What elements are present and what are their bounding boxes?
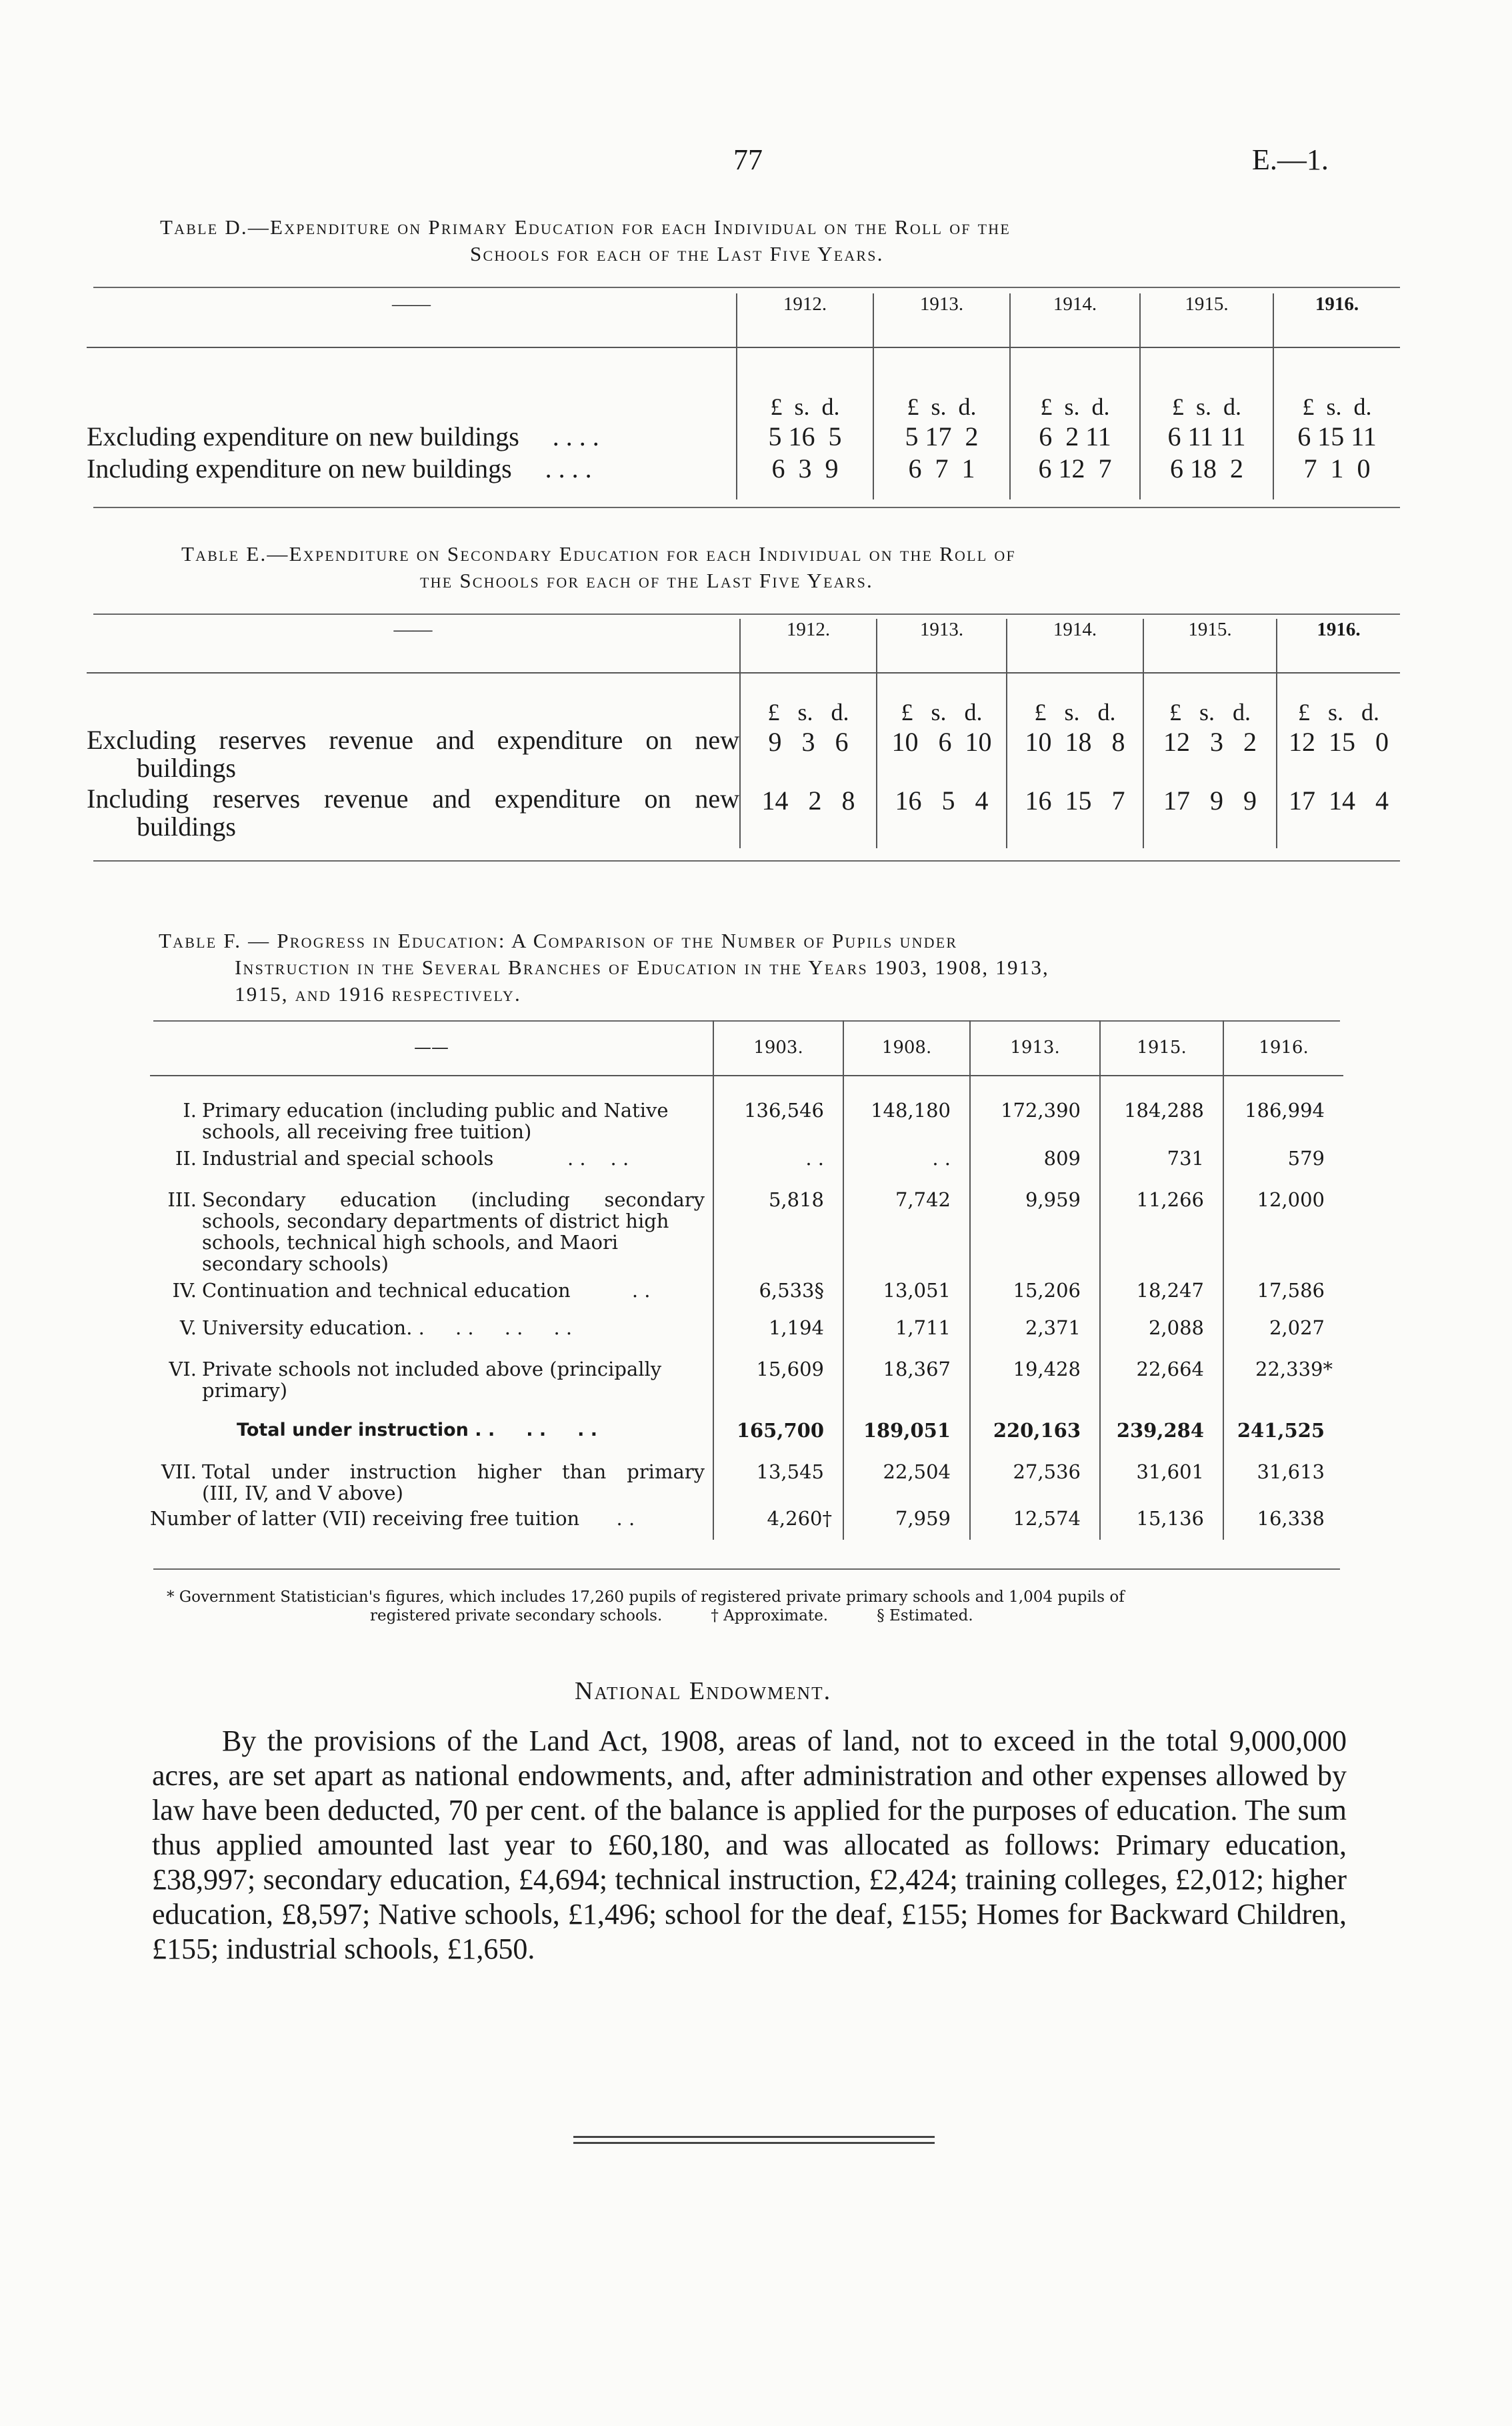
cell-value: 165,700 [713, 1420, 843, 1461]
table-e-year-1916: 1916. [1277, 619, 1400, 673]
table-d-unit: £ s. d. [737, 347, 873, 421]
table-e-header-row [87, 619, 1400, 673]
row-label: Including reserves revenue and expenditure on new buildings [87, 784, 739, 842]
closing-rule [573, 2142, 935, 2144]
table-e-caption-line1: Table E.—Expenditure on Secondary Education for each Individual on the Roll of [181, 542, 1016, 565]
cell-value: 189,051 [843, 1420, 970, 1461]
cell-value: 5 16 5 [737, 421, 873, 453]
cell-value: 19,428 [970, 1358, 1100, 1420]
table-f [150, 1020, 1343, 1540]
table-row [87, 421, 1400, 453]
table-e-year-1912: 1912. [740, 619, 877, 673]
cell-value: . . [843, 1148, 970, 1189]
cell-value: 1,194 [713, 1317, 843, 1358]
row-label: VI. Private schools not included above (principally primary) [169, 1358, 662, 1402]
table-e-units-row [87, 673, 1400, 726]
table-f-header-row [150, 1020, 1343, 1076]
cell-value: 16 5 4 [877, 785, 1007, 848]
cell-value: 13,051 [843, 1280, 970, 1317]
table-f-caption-line3: 1915, and 1916 respectively. [235, 982, 521, 1006]
table-f-footnote-line2: registered private secondary schools. † Approximate. § Estimated. [370, 1607, 973, 1624]
cell-value: 10 6 10 [877, 726, 1007, 785]
cell-value: 731 [1100, 1148, 1223, 1189]
table-row [87, 453, 1400, 499]
cell-value: 186,994 [1223, 1100, 1343, 1148]
cell-value: 13,545 [713, 1461, 843, 1508]
cell-value: 172,390 [970, 1100, 1100, 1148]
cell-value: 2,371 [970, 1317, 1100, 1358]
cell-value: 22,664 [1100, 1358, 1223, 1420]
row-label: V. University education. . . . . . . . [179, 1316, 573, 1339]
cell-value: 239,284 [1100, 1420, 1223, 1461]
table-e-unit: £ s. d. [1277, 673, 1400, 726]
table-d-unit: £ s. d. [1010, 347, 1140, 421]
table-row [150, 1358, 1343, 1420]
table-d-year-1914: 1914. [1010, 293, 1140, 347]
page-number: 77 [733, 143, 763, 176]
cell-value: 22,339* [1223, 1358, 1343, 1420]
row-label: I. Primary education (including public and Native schools, all receiving free tuition) [183, 1099, 669, 1143]
table-d [87, 293, 1400, 499]
cell-value: 12 3 2 [1143, 726, 1277, 785]
cell-value: 14 2 8 [740, 785, 877, 848]
table-row [150, 1508, 1343, 1540]
cell-value: 241,525 [1223, 1420, 1343, 1461]
row-label: Excluding reserves revenue and expenditure on new buildings [87, 725, 739, 783]
cell-value: 5 17 2 [873, 421, 1010, 453]
table-d-caption-line1: Table D.—Expenditure on Primary Education for each Individual on the Roll of the [160, 215, 1011, 239]
table-e-unit: £ s. d. [1007, 673, 1143, 726]
table-f-stub-header: —— [150, 1020, 713, 1076]
table-e-unit: £ s. d. [1143, 673, 1277, 726]
cell-value: 579 [1223, 1148, 1343, 1189]
table-row [150, 1100, 1343, 1148]
table-row [150, 1280, 1343, 1317]
cell-value: 1,711 [843, 1317, 970, 1358]
section-heading: National Endowment. [575, 1677, 832, 1705]
row-label: Including expenditure on new buildings . . . . [87, 453, 592, 483]
cell-value: 12 15 0 [1277, 726, 1400, 785]
table-f-year-1916: 1916. [1223, 1020, 1343, 1076]
table-e-bottom-rule [93, 860, 1400, 862]
cell-value: 809 [970, 1148, 1100, 1189]
cell-value: 4,260† [713, 1508, 843, 1540]
total-label: Total under instruction . . . . . . [237, 1420, 598, 1440]
table-row [150, 1189, 1343, 1280]
table-e-stub-header: —— [87, 619, 740, 673]
row-label: Number of latter (VII) receiving free tuition . . [150, 1507, 635, 1530]
cell-value: 5,818 [713, 1189, 843, 1280]
cell-value: 18,367 [843, 1358, 970, 1420]
table-d-units-row [87, 347, 1400, 421]
table-f-year-1913: 1913. [970, 1020, 1100, 1076]
table-row [150, 1148, 1343, 1189]
table-d-unit: £ s. d. [873, 347, 1010, 421]
cell-value: 7,959 [843, 1508, 970, 1540]
table-d-year-1915: 1915. [1140, 293, 1273, 347]
table-row [150, 1461, 1343, 1508]
table-row [150, 1317, 1343, 1358]
table-row [87, 726, 1400, 785]
table-row-total [150, 1420, 1343, 1461]
cell-value: 16 15 7 [1007, 785, 1143, 848]
body-paragraph: By the provisions of the Land Act, 1908, areas of land, not to exceed in the total 9,000,000 acres, are set apart as national endowments, and, after administration and other expenses allowed by law have been deducted, 70 per cent. of the balance is applied for the purposes of education. The sum thus applied amounted last year to £60,180, and was allocated as follows: Primary education, £38,997; secondary education, £4,694; technical instruction, £2,424; training colleges, £2,012; higher education, £8,597; Native schools, £1,496; school for the deaf, £155; Homes for Backward Children, £155; industrial schools, £1,650. [152, 1724, 1347, 1965]
cell-value: 15,609 [713, 1358, 843, 1420]
cell-value: 2,027 [1223, 1317, 1343, 1358]
table-d-unit: £ s. d. [1140, 347, 1273, 421]
cell-value: 9,959 [970, 1189, 1100, 1280]
cell-value: 6 3 9 [737, 453, 873, 499]
table-d-year-1913: 1913. [873, 293, 1010, 347]
cell-value: 148,180 [843, 1100, 970, 1148]
cell-value: 9 3 6 [740, 726, 877, 785]
cell-value: 22,504 [843, 1461, 970, 1508]
cell-value: 6 2 11 [1010, 421, 1140, 453]
cell-value: 6 12 7 [1010, 453, 1140, 499]
cell-value: 27,536 [970, 1461, 1100, 1508]
table-e-year-1914: 1914. [1007, 619, 1143, 673]
cell-value: 17,586 [1223, 1280, 1343, 1317]
table-row [87, 785, 1400, 848]
row-label: III. Secondary education (including secondary schools, secondary departments of district high schools, technical high schools, and Maori secondary schools) [167, 1188, 705, 1275]
table-d-header-row [87, 293, 1400, 347]
cell-value: 220,163 [970, 1420, 1100, 1461]
cell-value: 7 1 0 [1273, 453, 1400, 499]
cell-value: 12,574 [970, 1508, 1100, 1540]
cell-value: . . [713, 1148, 843, 1189]
table-d-bottom-rule [93, 507, 1400, 508]
table-d-top-rule [93, 287, 1400, 288]
cell-value: 18,247 [1100, 1280, 1223, 1317]
cell-value: 15,206 [970, 1280, 1100, 1317]
table-d-unit: £ s. d. [1273, 347, 1400, 421]
table-f-caption-line2: Instruction in the Several Branches of Education in the Years 1903, 1908, 1913, [235, 956, 1050, 979]
table-f-year-1915: 1915. [1100, 1020, 1223, 1076]
cell-value: 6 15 11 [1273, 421, 1400, 453]
cell-value: 10 18 8 [1007, 726, 1143, 785]
table-d-stub-header: —— [87, 293, 737, 347]
table-f-bottom-rule [153, 1568, 1340, 1570]
cell-value: 12,000 [1223, 1189, 1343, 1280]
row-label: VII. Total under instruction higher than primary (III, IV, and V above) [161, 1460, 705, 1504]
cell-value: 31,601 [1100, 1461, 1223, 1508]
table-e-caption-line2: the Schools for each of the Last Five Years. [420, 569, 874, 592]
cell-value: 17 9 9 [1143, 785, 1277, 848]
table-e-year-1915: 1915. [1143, 619, 1277, 673]
cell-value: 11,266 [1100, 1189, 1223, 1280]
table-e-top-rule [93, 614, 1400, 615]
table-e [87, 619, 1400, 848]
page-reference: E.—1. [1252, 143, 1329, 176]
table-d-caption-line2: Schools for each of the Last Five Years. [470, 242, 884, 265]
row-label: Excluding expenditure on new buildings . . . . [87, 421, 599, 451]
cell-value: 17 14 4 [1277, 785, 1400, 848]
table-e-unit: £ s. d. [877, 673, 1007, 726]
cell-value: 2,088 [1100, 1317, 1223, 1358]
table-f-caption-line1: Table F. — Progress in Education: A Comparison of the Number of Pupils under [159, 929, 958, 952]
cell-value: 6,533§ [713, 1280, 843, 1317]
cell-value: 184,288 [1100, 1100, 1223, 1148]
closing-rule [573, 2136, 935, 2138]
row-label: II. Industrial and special schools . . . . [175, 1147, 629, 1170]
table-d-year-1912: 1912. [737, 293, 873, 347]
table-d-year-1916: 1916. [1273, 293, 1400, 347]
table-e-unit: £ s. d. [740, 673, 877, 726]
cell-value: 6 11 11 [1140, 421, 1273, 453]
cell-value: 6 18 2 [1140, 453, 1273, 499]
cell-value: 31,613 [1223, 1461, 1343, 1508]
cell-value: 15,136 [1100, 1508, 1223, 1540]
cell-value: 6 7 1 [873, 453, 1010, 499]
table-e-year-1913: 1913. [877, 619, 1007, 673]
table-f-year-1908: 1908. [843, 1020, 970, 1076]
cell-value: 16,338 [1223, 1508, 1343, 1540]
row-label: IV. Continuation and technical education . . [172, 1279, 651, 1302]
cell-value: 136,546 [713, 1100, 843, 1148]
table-f-footnote-line1: * Government Statistician's figures, which includes 17,260 pupils of registered private primary schools and 1,004 pupils of [167, 1588, 1125, 1606]
table-f-year-1903: 1903. [713, 1020, 843, 1076]
cell-value: 7,742 [843, 1189, 970, 1280]
